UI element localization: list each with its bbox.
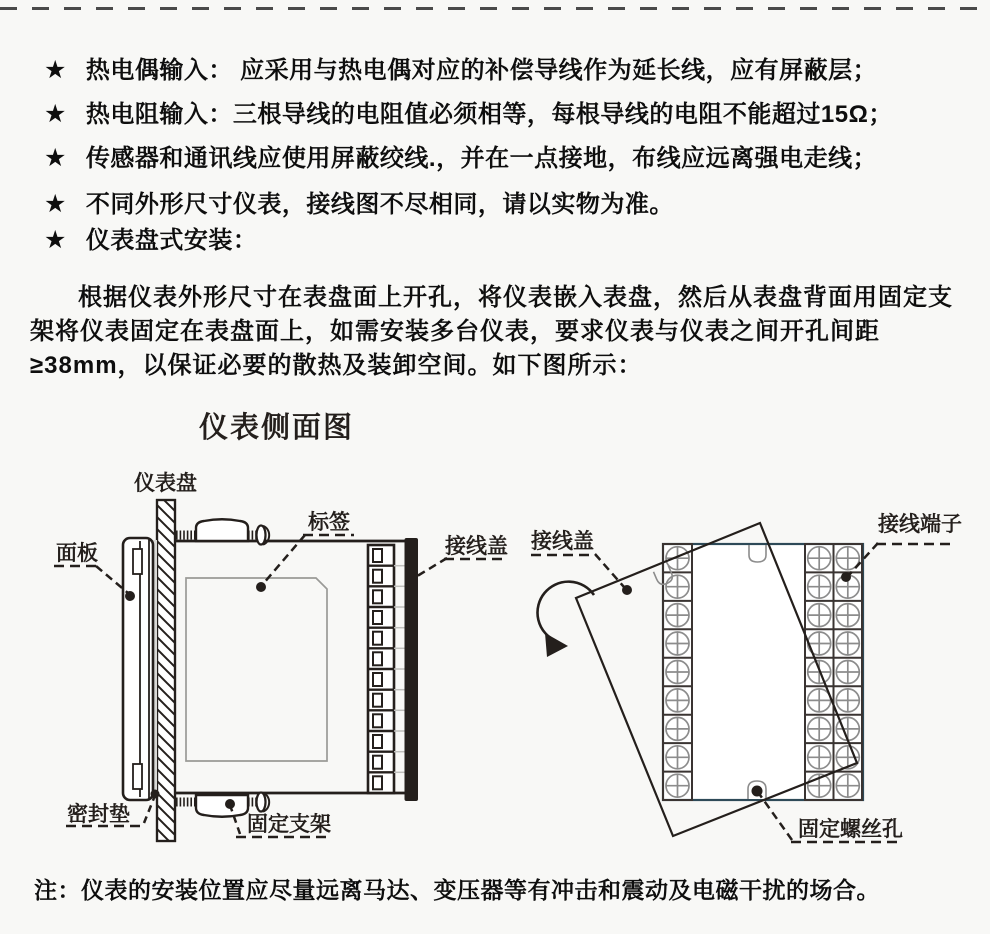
- bullet-text: 热电阻输入：三根导线的电阻值必须相等，每根导线的电阻不能超过15Ω；: [85, 101, 893, 128]
- terminal-gap-lines: [394, 566, 405, 773]
- side-view-diagram: [54, 471, 508, 841]
- panel-wall: [157, 500, 175, 841]
- star-icon: ★: [44, 56, 67, 84]
- label-terminal-cover: 接线盖: [445, 535, 508, 558]
- label-front-panel: 面板: [56, 542, 98, 565]
- label-gasket: 密封垫: [67, 803, 130, 826]
- label-terminal: 接线端子: [878, 513, 962, 536]
- bullet-text: 热电偶输入： 应采用与热电偶对应的补偿导线作为延长线，应有屏蔽层；: [85, 57, 878, 84]
- star-icon: ★: [44, 144, 67, 172]
- label-screw-hole: 固定螺丝孔: [798, 818, 903, 841]
- diagram-title: 仪表侧面图: [199, 412, 355, 444]
- rear-terminal-strip: [368, 545, 394, 793]
- bullet-text: 仪表盘式安装：: [85, 227, 258, 254]
- star-icon: ★: [44, 226, 67, 254]
- rear-view-diagram: [530, 512, 962, 842]
- label-terminal-cover-rear: 接线盖: [531, 530, 594, 553]
- installation-note: 注：仪表的安装位置应尽量远离马达、变压器等有冲击和震动及电磁干扰的场合。: [34, 877, 880, 903]
- star-icon: ★: [44, 190, 67, 218]
- installation-paragraph: 根据仪表外形尺寸在表盘面上开孔，将仪表嵌入表盘，然后从表盘背面用固定支架将仪表固定在表盘面上，如需安装多台仪表，要求仪表与仪表之间开孔间距≥38mm，以保证必要的散热及装卸空间。如下图所示：: [30, 284, 953, 379]
- label-panel: 仪表盘: [134, 472, 197, 495]
- label-bracket: 固定支架: [247, 813, 331, 836]
- front-bezel: [123, 538, 153, 800]
- label-nameplate: 标签: [308, 511, 350, 534]
- bullet-text: 传感器和通讯线应使用屏蔽绞线.，并在一点接地，布线应远离强电走线；: [85, 145, 878, 172]
- star-icon: ★: [44, 100, 67, 128]
- bullet-text: 不同外形尺寸仪表，接线图不尽相同，请以实物为准。: [85, 191, 674, 218]
- nameplate-label-area: [186, 578, 327, 761]
